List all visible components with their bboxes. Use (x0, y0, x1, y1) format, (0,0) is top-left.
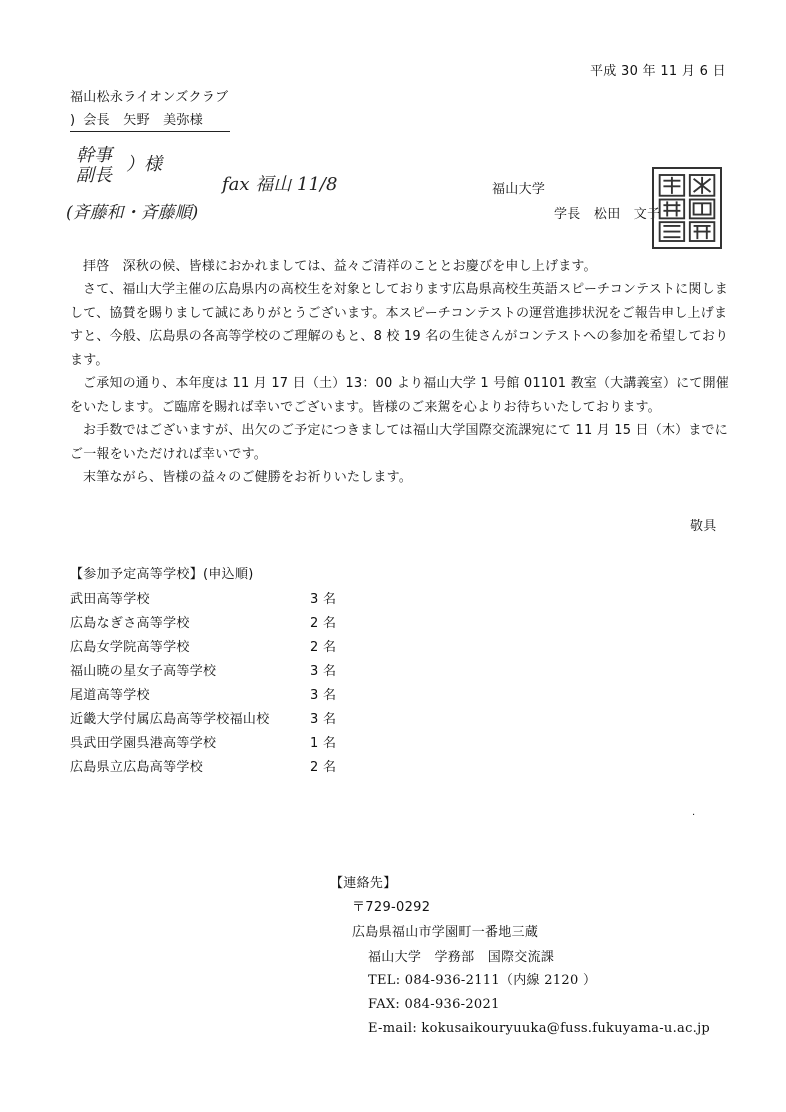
school-row (70, 756, 370, 780)
paragraph-rsvp (70, 419, 730, 466)
school-count: 2 名 (310, 616, 337, 631)
contact-address: 広島県福山市学園町一番地三蔵 (352, 925, 539, 940)
school-count: 3 名 (310, 712, 337, 727)
school-name: 福山暁の星女子高等学校 (70, 664, 217, 679)
school-count: 1 名 (310, 736, 337, 751)
contact-zip: 〒729-0292 (352, 900, 431, 915)
paragraph-event-info (70, 372, 730, 419)
paragraph-5-text: 末筆ながら、皆様の益々のご健勝をお祈りいたします。 (83, 470, 412, 485)
addressee-name: 会長 矢野 美弥様 (83, 113, 204, 128)
scan-speck: · (692, 810, 696, 821)
school-count: 2 名 (310, 640, 337, 655)
handwritten-roles (76, 146, 112, 186)
contact-tel: TEL: 084-936-2111（内線 2120 ） (368, 973, 597, 988)
school-count: 3 名 (310, 664, 337, 679)
contact-department: 福山大学 学務部 国際交流課 (368, 950, 555, 965)
paragraph-greeting (70, 255, 730, 279)
contact-title: 【連絡先】 (330, 876, 397, 891)
paragraph-closing-wish (70, 466, 730, 490)
seal-icon (654, 169, 720, 247)
school-name: 近畿大学付属広島高等学校福山校 (70, 712, 270, 727)
school-name: 広島なぎさ高等学校 (70, 616, 190, 631)
school-count: 3 名 (310, 592, 337, 607)
school-name: 広島女学院高等学校 (70, 640, 190, 655)
sender-organization: 福山大学 (492, 182, 546, 197)
school-count: 2 名 (310, 760, 337, 775)
school-row (70, 660, 370, 684)
addressee-organization: 福山松永ライオンズクラブ (70, 90, 229, 105)
official-seal-stamp (652, 167, 722, 249)
school-name: 尾道高等学校 (70, 688, 150, 703)
school-list-title: 【参加予定高等学校】(申込順) (70, 567, 254, 582)
school-list (70, 588, 370, 780)
sender-name: 学長 松田 文子 (554, 207, 661, 222)
handwritten-mark: ）様 (126, 154, 162, 175)
school-row (70, 708, 370, 732)
letter-date: 平成 30 年 11 月 6 日 (590, 64, 726, 79)
paragraph-1-text: 拝啓 深秋の候、皆様におかれましては、益々ご清祥のこととお慶びを申し上げます。 (83, 259, 597, 274)
school-row (70, 732, 370, 756)
handwritten-fax-note: fax 福山 11/8 (222, 174, 338, 195)
bracket-mark: ) (70, 113, 76, 128)
contact-fax: FAX: 084-936-2021 (368, 997, 500, 1012)
school-name: 広島県立広島高等学校 (70, 760, 204, 775)
addressee-name-line (70, 113, 230, 132)
school-row (70, 684, 370, 708)
school-row (70, 588, 370, 612)
contact-email: E-mail: kokusaikouryuuka@fuss.fukuyama-u.ac.jp (368, 1021, 711, 1036)
school-count: 3 名 (310, 688, 337, 703)
school-name: 呉武田学園呉港高等学校 (70, 736, 217, 751)
handwritten-line2: 副長 (76, 165, 112, 186)
paragraph-contest-report (70, 278, 730, 372)
paragraph-4-text: お手数ではございますが、出欠のご予定につきましては福山大学国際交流課宛にて 11 月 15 日（木）までにご一報をいただければ幸いです。 (70, 423, 728, 462)
handwritten-line1: 幹事 (76, 145, 112, 166)
school-name: 武田高等学校 (70, 592, 150, 607)
closing-word: 敬具 (690, 519, 717, 534)
handwritten-names: (斉藤和・斉藤順) (66, 203, 199, 223)
paragraph-2-text: さて、福山大学主催の広島県内の高校生を対象としております広島県高校生英語スピーチコンテストに関しまして、協賛を賜りまして誠にありがとうございます。本スピーチコンテストの運営進捗状況をご報告申し上げますと、今般、広島県の各高等学校のご理解のもと、8 校 19 名の生徒さんがコンテストへの参加を希望しております。 (70, 282, 729, 368)
school-row (70, 612, 370, 636)
paragraph-3-text: ご承知の通り、本年度は 11 月 17 日（土）13：00 より福山大学 1 号館 01101 教室（大講義室）にて開催をいたします。ご臨席を賜れば幸いでございます。皆様のご来駕を心よりお待ちいたしております。 (70, 376, 729, 415)
school-row (70, 636, 370, 660)
